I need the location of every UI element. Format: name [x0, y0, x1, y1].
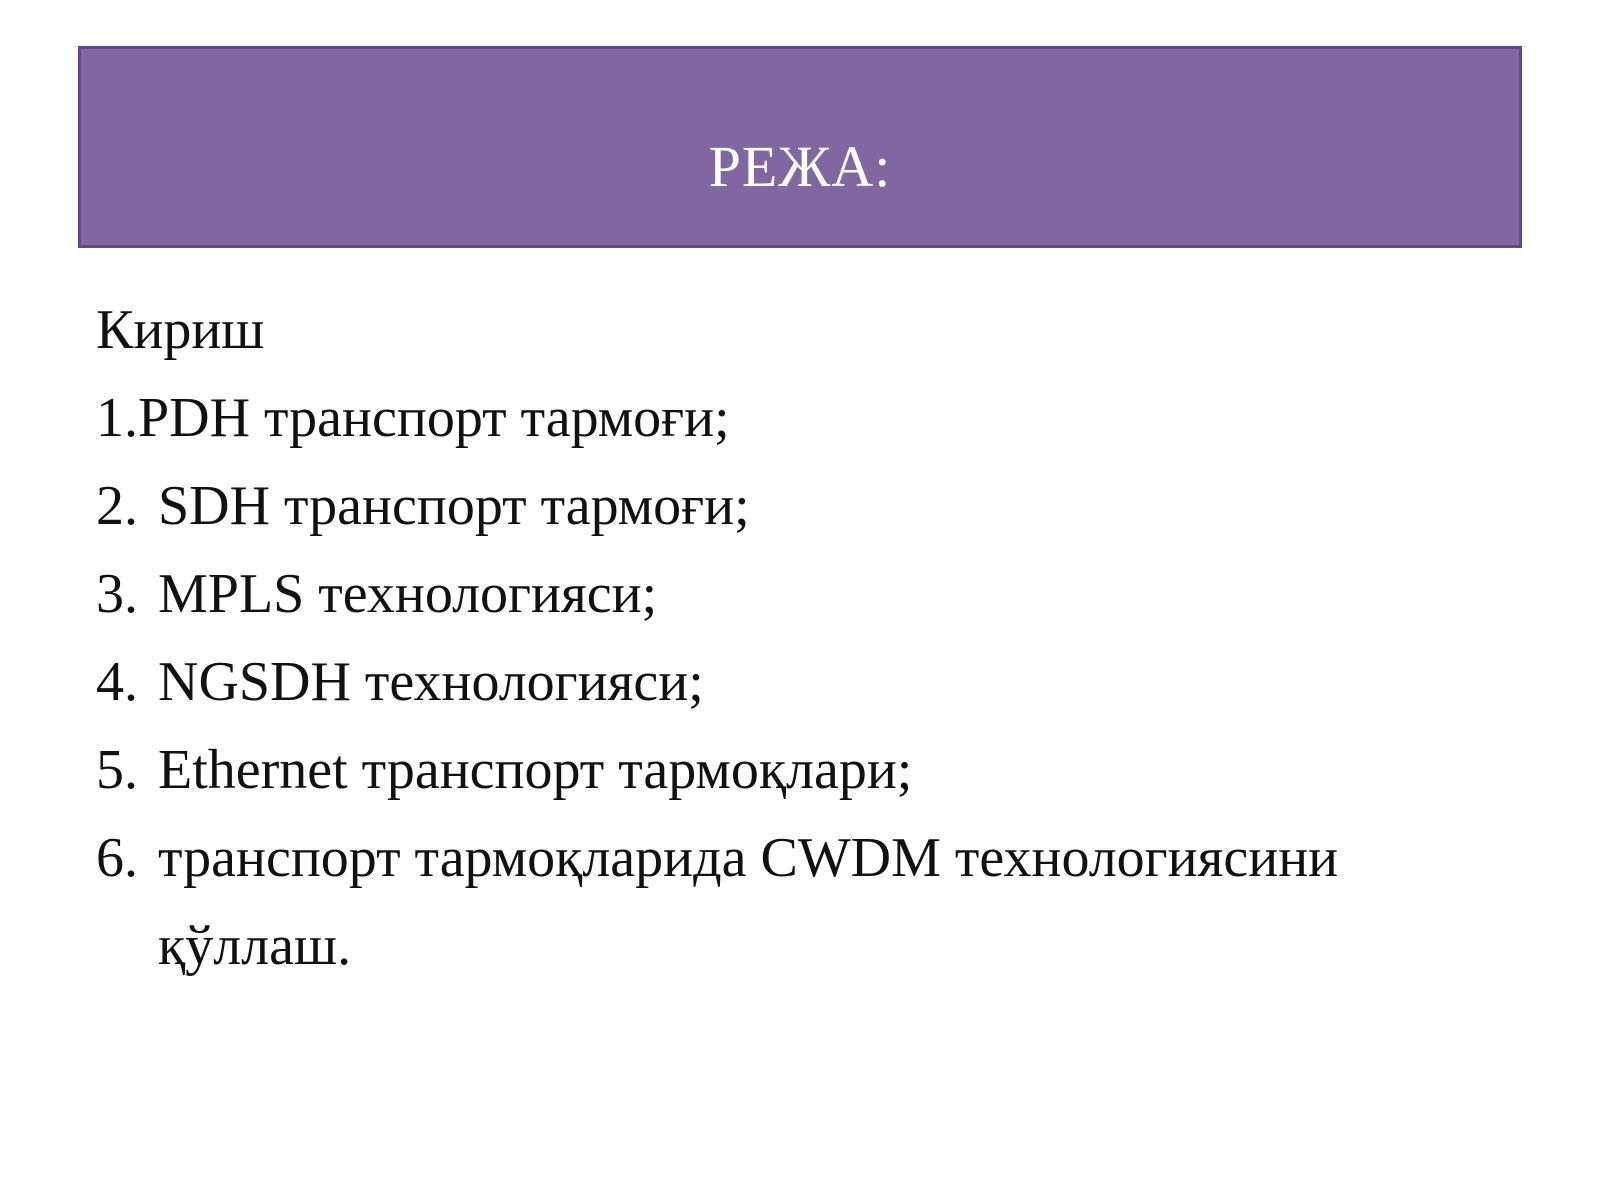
list-item-number: 2. — [96, 475, 138, 537]
list-item — [96, 374, 1536, 462]
slide-title: РЕЖА: — [708, 134, 892, 199]
list-item-number: 3. — [96, 563, 138, 625]
list-item-text: PDH транспорт тармоғи; — [138, 387, 730, 449]
list-item-text: Ethernet транспорт тармоқлари; — [158, 739, 913, 801]
outline-list — [96, 286, 1536, 990]
list-item-text: NGSDH технологияси; — [158, 651, 704, 713]
list-item — [96, 814, 1536, 990]
list-item-text: SDH транспорт тармоғи; — [158, 475, 750, 537]
list-item — [96, 638, 1536, 726]
list-item-number: 6. — [96, 827, 138, 889]
list-item-number: 1. — [96, 387, 138, 449]
intro-item: Кириш — [96, 299, 265, 361]
list-item — [96, 726, 1536, 814]
title-bar — [78, 46, 1522, 248]
list-item-text: MPLS технологияси; — [158, 563, 658, 625]
list-item-number: 4. — [96, 651, 138, 713]
list-item — [96, 462, 1536, 550]
list-item-text: транспорт тармоқларида CWDM технологиясини қўллаш. — [158, 827, 1339, 977]
list-item — [96, 550, 1536, 638]
list-item-number: 5. — [96, 739, 138, 801]
